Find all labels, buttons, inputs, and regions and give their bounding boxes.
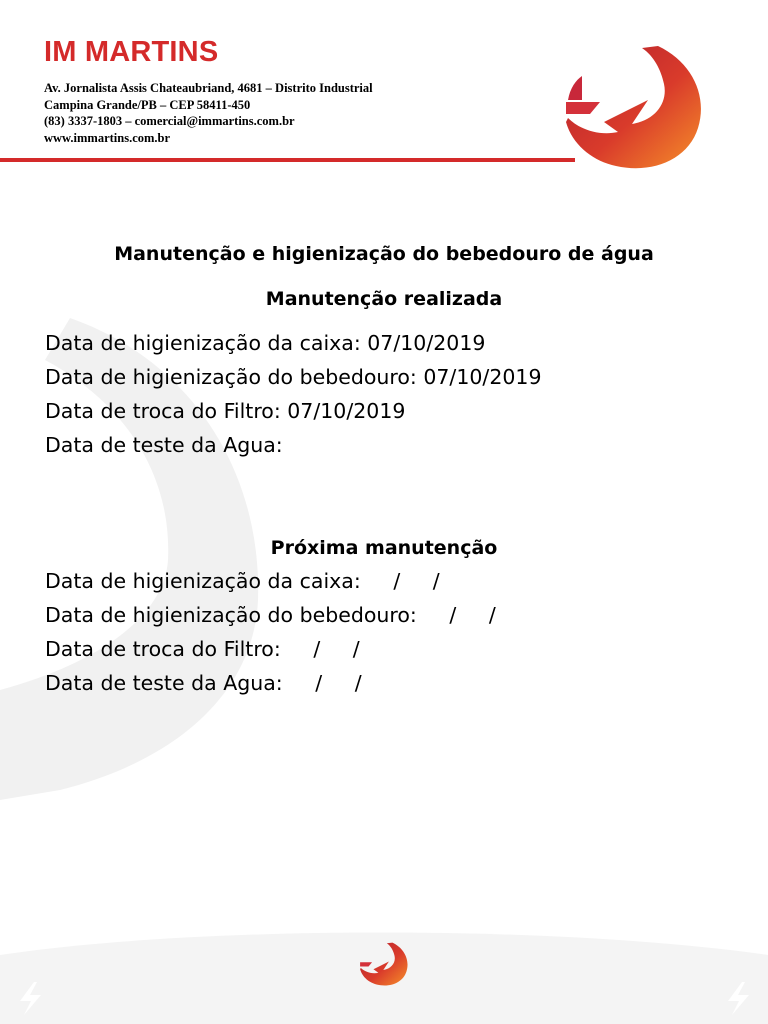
address-line: Av. Jornalista Assis Chateaubriand, 4681 – Distrito Industrial xyxy=(44,81,373,95)
done-row: Data de higienização do bebedouro: 07/10/2019 xyxy=(45,365,542,389)
section-heading-next: Próxima manutenção xyxy=(270,537,498,559)
company-address xyxy=(44,80,373,146)
header-divider xyxy=(0,158,575,162)
next-row: Data de higienização do bebedouro: / / xyxy=(45,603,496,627)
lightning-swoosh-logo-icon xyxy=(560,44,708,170)
footer-logo-icon xyxy=(358,940,410,988)
company-name: IM MARTINS xyxy=(44,36,219,68)
done-row: Data de teste da Agua: xyxy=(45,433,283,457)
section-heading-done: Manutenção realizada xyxy=(265,288,503,310)
website-line: www.immartins.com.br xyxy=(44,130,171,145)
done-row: Data de troca do Filtro: 07/10/2019 xyxy=(45,399,406,423)
contact-line: (83) 3337-1803 – comercial@immartins.com.br xyxy=(44,114,295,128)
next-row: Data de higienização da caixa: / / xyxy=(45,569,440,593)
address-line: Campina Grande/PB – CEP 58411-450 xyxy=(44,97,251,112)
document-title: Manutenção e higienização do bebedouro de água xyxy=(114,243,654,265)
next-row: Data de troca do Filtro: / / xyxy=(45,637,360,661)
next-row: Data de teste da Agua: / / xyxy=(45,671,362,695)
done-row: Data de higienização da caixa: 07/10/2019 xyxy=(45,331,486,355)
